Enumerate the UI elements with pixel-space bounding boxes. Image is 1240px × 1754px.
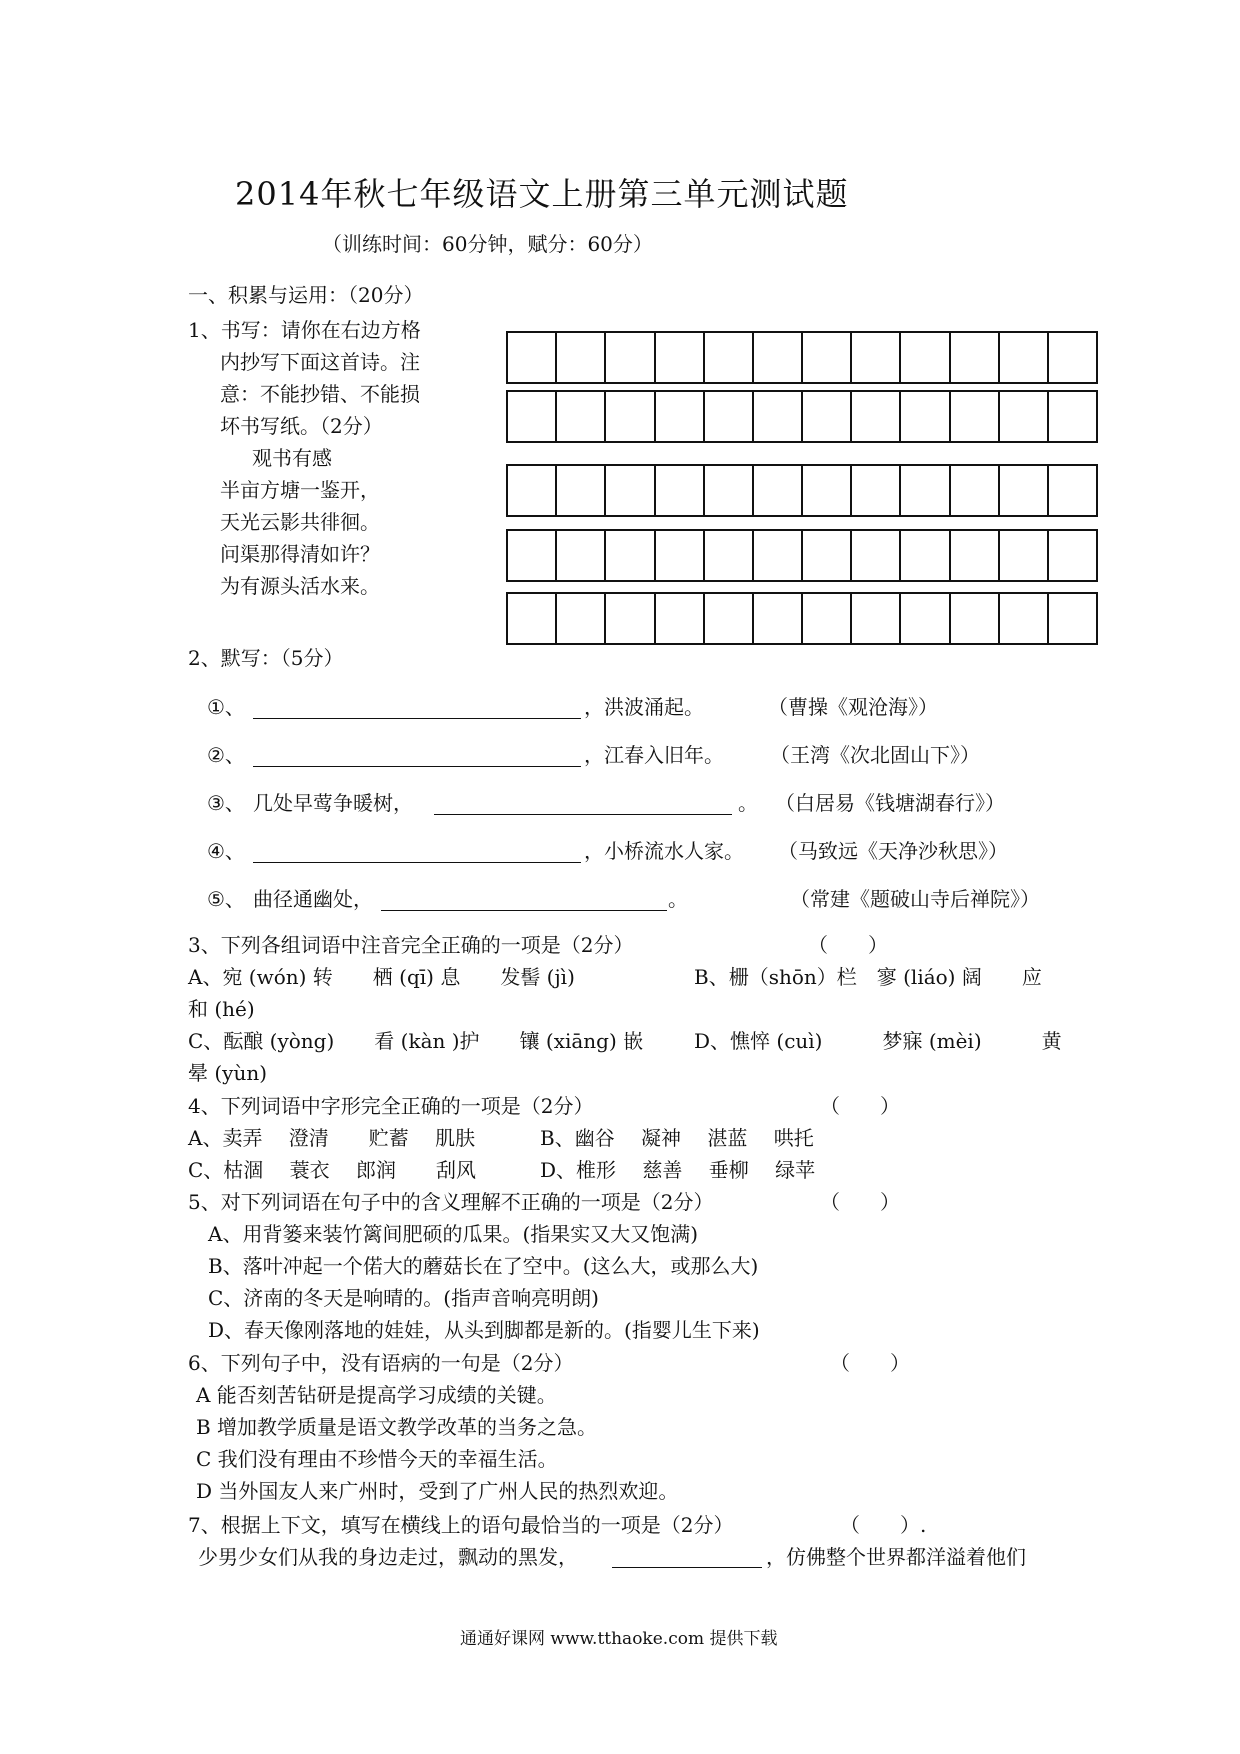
grid-row[interactable] — [506, 390, 1098, 443]
dictation-text: 几处早莺争暖树， — [253, 791, 413, 815]
q1-line: 1、书写：请你在右边方格 — [188, 318, 421, 342]
dictation-source: （马致远《天净沙秋思》） — [778, 839, 1008, 863]
q1-line: 意：不能抄错、不能损 — [220, 382, 420, 406]
q7-text: 少男少女们从我的身边走过，飘动的黑发， — [198, 1545, 578, 1569]
dictation-number: ④、 — [207, 839, 245, 863]
q4-heading: 4、下列词语中字形完全正确的一项是（2分） — [188, 1094, 594, 1118]
dictation-source: （白居易《钱塘湖春行》） — [775, 791, 1005, 815]
q1-line: 坏书写纸。（2分） — [220, 414, 383, 438]
q1-line: 内抄写下面这首诗。注 — [220, 350, 420, 374]
answer-paren[interactable]: （ ） — [820, 1190, 900, 1214]
option-line: A、用背篓来装竹篱间肥硕的瓜果。(指果实又大又饱满) — [208, 1222, 699, 1246]
dictation-text: 。 — [738, 791, 758, 815]
answer-blank[interactable] — [253, 718, 581, 719]
option-line: C、酝酿 (yòng) 看 (kàn )护 镶 (xiāng) 嵌 — [188, 1029, 644, 1053]
grid-row[interactable] — [506, 529, 1098, 582]
dictation-text: 曲径通幽处， — [253, 887, 373, 911]
page-subtitle: （训练时间：60分钟，赋分：60分） — [322, 232, 653, 256]
option-line: 和 (hé) — [188, 997, 255, 1021]
poem-line: 为有源头活水来。 — [220, 574, 380, 598]
q7-heading: 7、根据上下文，填写在横线上的语句最恰当的一项是（2分） — [188, 1513, 734, 1537]
option-line: B、栅（shōn）栏 寥 (liáo) 阔 应 — [694, 965, 1042, 989]
answer-paren[interactable]: （ ） — [830, 1351, 910, 1375]
dictation-number: ⑤、 — [207, 887, 245, 911]
answer-paren[interactable]: （ ） — [808, 933, 888, 957]
option-line: A 能否刻苦钻研是提高学习成绩的关键。 — [196, 1383, 557, 1407]
answer-blank[interactable] — [253, 766, 581, 767]
q6-heading: 6、下列句子中，没有语病的一句是（2分） — [188, 1351, 574, 1375]
option-line: A、宛 (wón) 转 栖 (qī) 息 发髻 (jì) — [188, 965, 575, 989]
dictation-source: （常建《题破山寺后禅院》） — [790, 887, 1040, 911]
option-line: C、枯涸 蓑衣 郎润 刮风 — [188, 1158, 477, 1182]
option-line: C、济南的冬天是响晴的。(指声音响亮明朗) — [208, 1286, 599, 1310]
answer-paren[interactable]: （ ） — [820, 1094, 900, 1118]
dictation-number: ③、 — [207, 791, 245, 815]
option-line: B、幽谷 凝神 湛蓝 哄托 — [540, 1126, 814, 1150]
dictation-text: 。 — [668, 887, 688, 911]
answer-paren[interactable]: （ ）. — [840, 1513, 927, 1537]
q7-text: ，仿佛整个世界都洋溢着他们 — [766, 1545, 1026, 1569]
poem-line: 半亩方塘一鉴开， — [220, 478, 380, 502]
option-line: C 我们没有理由不珍惜今天的幸福生活。 — [196, 1447, 558, 1471]
option-line: B、落叶冲起一个偌大的蘑菇长在了空中。(这么大，或那么大) — [208, 1254, 759, 1278]
page-footer: 通通好课网 www.tthaoke.com 提供下载 — [460, 1629, 778, 1649]
dictation-text: ，小桥流水人家。 — [584, 839, 744, 863]
dictation-source: （王湾《次北固山下》） — [770, 743, 980, 767]
poem-line: 问渠那得清如许？ — [220, 542, 380, 566]
dictation-text: ，洪波涌起。 — [584, 695, 704, 719]
q2-heading: 2、默写：（5分） — [188, 646, 344, 670]
option-line: D、憔悴 (cuì) 梦寐 (mèi) 黄 — [694, 1029, 1062, 1053]
section-heading: 一、积累与运用：（20分） — [188, 283, 424, 307]
q3-heading: 3、下列各组词语中注音完全正确的一项是（2分） — [188, 933, 634, 957]
poem-title: 观书有感 — [252, 446, 332, 470]
option-line: B 增加教学质量是语文教学改革的当务之急。 — [196, 1415, 598, 1439]
answer-blank[interactable] — [381, 910, 667, 911]
option-line: 晕 (yùn) — [188, 1061, 268, 1085]
dictation-number: ①、 — [207, 695, 245, 719]
answer-blank[interactable] — [434, 814, 732, 815]
option-line: D、春天像刚落地的娃娃，从头到脚都是新的。(指婴儿生下来) — [208, 1318, 760, 1342]
option-line: D、椎形 慈善 垂柳 绿苹 — [540, 1158, 816, 1182]
grid-row[interactable] — [506, 464, 1098, 517]
writing-grid[interactable] — [506, 331, 1098, 651]
grid-row[interactable] — [506, 331, 1098, 384]
poem-line: 天光云影共徘徊。 — [220, 510, 380, 534]
grid-row[interactable] — [506, 592, 1098, 645]
dictation-source: （曹操《观沧海》） — [768, 695, 938, 719]
option-line: D 当外国友人来广州时，受到了广州人民的热烈欢迎。 — [196, 1479, 679, 1503]
answer-blank[interactable] — [612, 1567, 762, 1568]
answer-blank[interactable] — [253, 862, 581, 863]
dictation-number: ②、 — [207, 743, 245, 767]
dictation-text: ，江春入旧年。 — [584, 743, 724, 767]
q5-heading: 5、对下列词语在句子中的含义理解不正确的一项是（2分） — [188, 1190, 714, 1214]
option-line: A、卖弄 澄清 贮蓄 肌肤 — [188, 1126, 476, 1150]
page-title: 2014年秋七年级语文上册第三单元测试题 — [235, 175, 849, 213]
